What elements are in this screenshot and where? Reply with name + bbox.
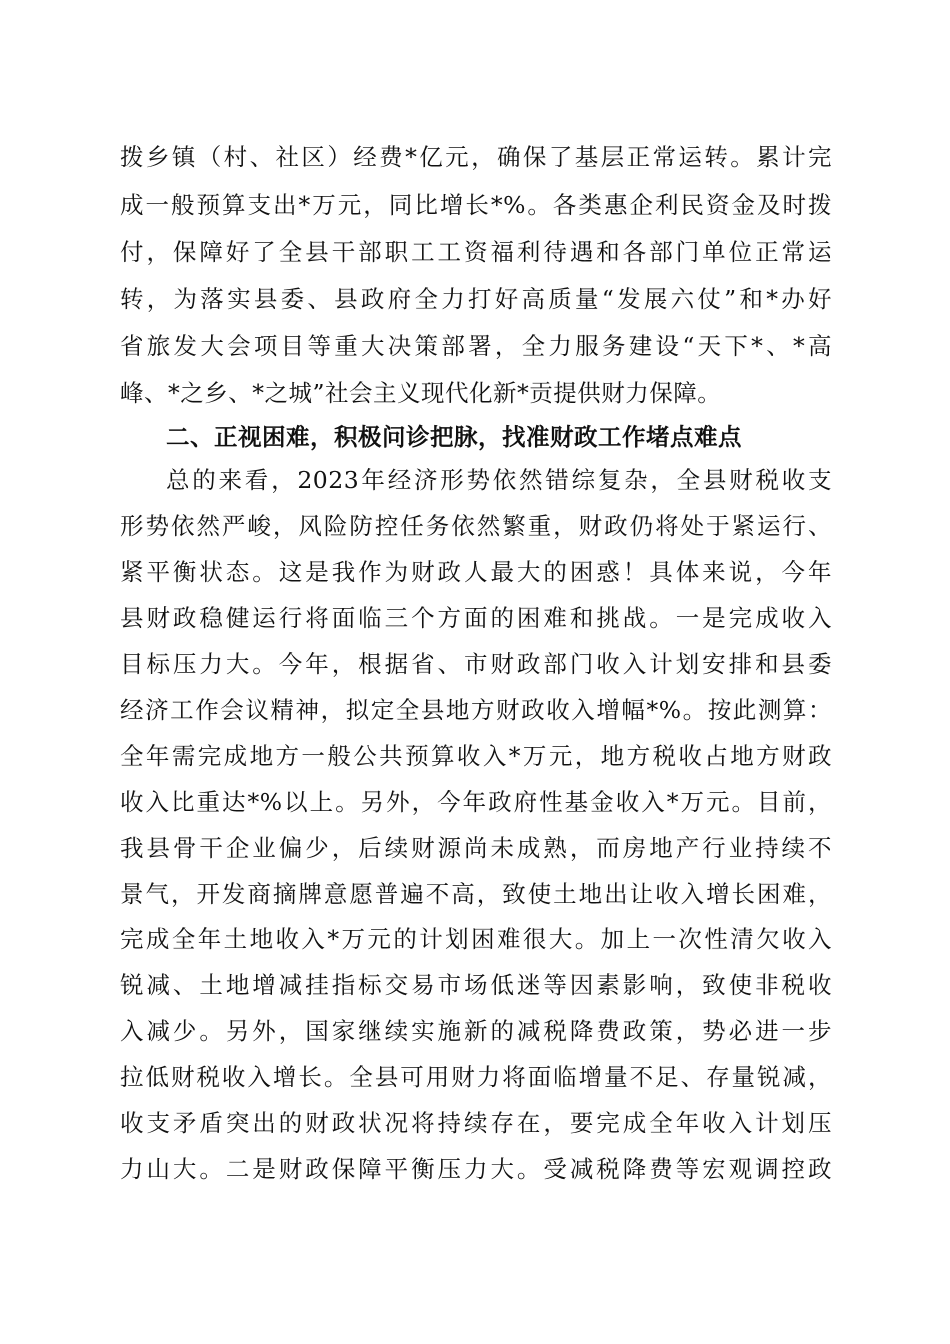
paragraph1-line-5: 省旅发大会项目等重大决策部署，全力服务建设“天下*、*高 [120, 332, 832, 360]
paragraph2-line-1: 总的来看，2023年经济形势依然错综复杂，全县财税收支 [166, 466, 832, 494]
paragraph1-line-4: 转，为落实县委、县政府全力打好高质量“发展六仗”和*办好 [120, 285, 832, 313]
paragraph2-line-13: 入减少。另外，国家继续实施新的减税降费政策，势必进一步 [120, 1017, 832, 1045]
paragraph2-line-15: 收支矛盾突出的财政状况将持续存在，要完成全年收入计划压 [120, 1109, 832, 1137]
paragraph2-line-3: 紧平衡状态。这是我作为财政人最大的困惑！具体来说，今年 [120, 558, 832, 586]
paragraph2-line-9: 我县骨干企业偏少，后续财源尚未成熟，而房地产行业持续不 [120, 834, 832, 862]
section-heading: 二、正视困难，积极问诊把脉，找准财政工作堵点难点 [166, 423, 742, 451]
paragraph1-line-6: 峰、*之乡、*之城”社会主义现代化新*贡提供财力保障。 [120, 379, 722, 407]
paragraph2-line-2: 形势依然严峻，风险防控任务依然繁重，财政仍将处于紧运行、 [120, 512, 832, 540]
paragraph2-line-16: 力山大。二是财政保障平衡压力大。受减税降费等宏观调控政 [120, 1155, 832, 1183]
paragraph2-line-7: 全年需完成地方一般公共预算收入*万元，地方税收占地方财政 [120, 742, 832, 770]
paragraph2-line-6: 经济工作会议精神，拟定全县地方财政收入增幅*%。按此测算： [120, 696, 832, 724]
paragraph2-line-8: 收入比重达*%以上。另外，今年政府性基金收入*万元。目前， [120, 788, 832, 816]
paragraph2-line-5: 目标压力大。今年，根据省、市财政部门收入计划安排和县委 [120, 650, 832, 678]
paragraph1-line-1: 拨乡镇（村、社区）经费*亿元，确保了基层正常运转。累计完 [120, 143, 832, 171]
paragraph2-line-14: 拉低财税收入增长。全县可用财力将面临增量不足、存量锐减， [120, 1063, 832, 1091]
paragraph2-line-10: 景气，开发商摘牌意愿普遍不高，致使土地出让收入增长困难， [120, 880, 832, 908]
paragraph2-line-4: 县财政稳健运行将面临三个方面的困难和挑战。一是完成收入 [120, 604, 832, 632]
paragraph1-line-3: 付，保障好了全县干部职工工资福利待遇和各部门单位正常运 [120, 238, 832, 266]
paragraph1-line-2: 成一般预算支出*万元，同比增长*%。各类惠企利民资金及时拨 [120, 191, 832, 219]
paragraph2-line-11: 完成全年土地收入*万元的计划困难很大。加上一次性清欠收入 [120, 925, 832, 953]
paragraph2-line-12: 锐减、土地增减挂指标交易市场低迷等因素影响，致使非税收 [120, 971, 832, 999]
